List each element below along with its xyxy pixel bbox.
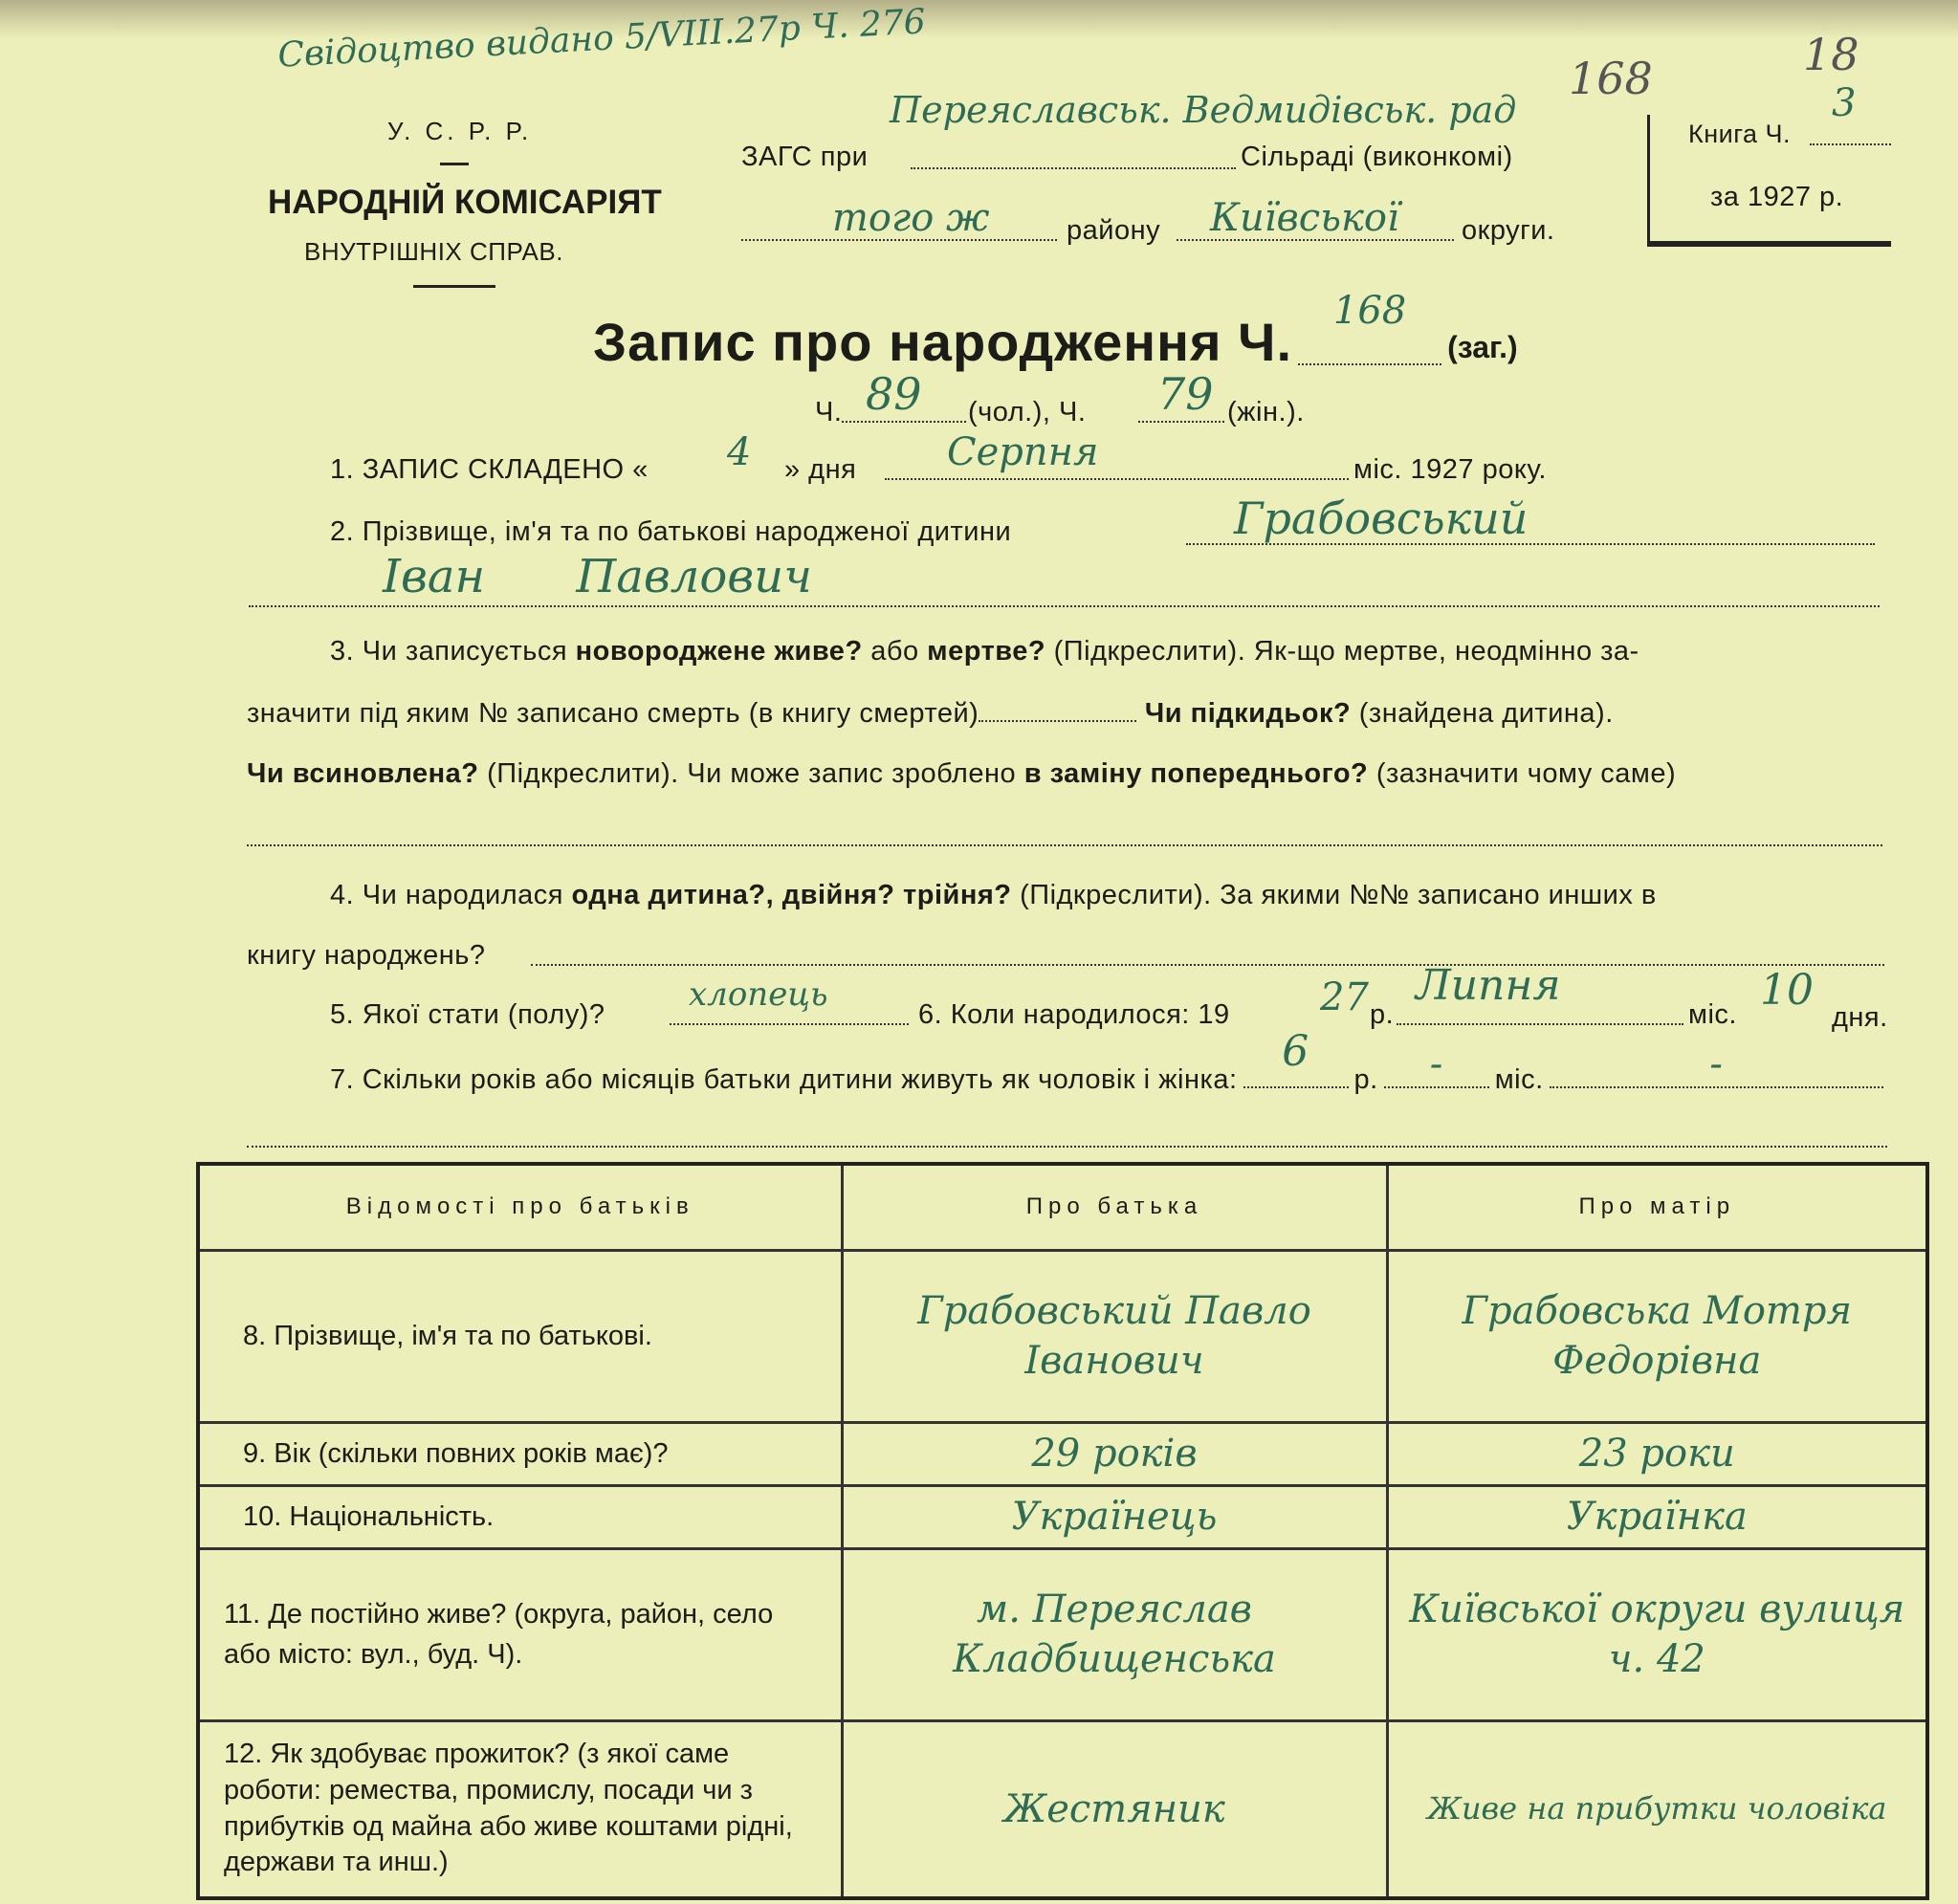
commissariat-title: НАРОДНІЙ КОМІСАРІЯТ: [268, 184, 662, 221]
book-box-border: [1647, 241, 1891, 247]
book-label: Книга Ч.: [1688, 120, 1791, 148]
row-label: 8. Прізвище, ім'я та по батькові.: [198, 1250, 842, 1422]
birth-year: 27: [1320, 975, 1369, 1019]
birth-day: 10: [1760, 966, 1814, 1015]
mother-residence: Київської округи вулиця ч. 42: [1387, 1548, 1927, 1720]
text: новороджене живе?: [575, 636, 863, 667]
child-name: Іван Павлович: [383, 550, 812, 603]
header-info: Відомості про батьків: [198, 1164, 842, 1250]
table-row: [198, 1720, 1927, 1898]
parents-table: [196, 1162, 1929, 1900]
page-title: Запис про народження Ч.: [593, 312, 1293, 372]
years-together: 6: [1282, 1027, 1309, 1076]
archive-number: 168: [1569, 53, 1653, 104]
table-row: [198, 1548, 1927, 1720]
father-occupation: Жестяник: [842, 1720, 1387, 1898]
selrada-label: Сільраді (виконкомі): [1241, 142, 1513, 172]
extra-value: -: [1709, 1042, 1724, 1086]
child-surname: Грабовський: [1234, 492, 1529, 544]
text: 3. Чи записується: [330, 636, 568, 667]
record-number: 168: [1332, 289, 1407, 333]
item7-label: 7. Скільки років або місяців батьки дитини живуть як чоловік і жінка:: [330, 1064, 1238, 1095]
text: значити під яким № записано смерть (в книгу смертей): [247, 698, 979, 729]
okrug-value: Київської: [1210, 196, 1399, 240]
sex-value: хлопець: [689, 975, 828, 1014]
year-label: за 1927 р.: [1710, 182, 1844, 212]
birth-month: Липня: [1416, 961, 1561, 1010]
row-label: 10. Національність.: [198, 1485, 842, 1548]
female-label: (жін.).: [1227, 397, 1305, 427]
title-suffix: (заг.): [1447, 330, 1518, 364]
text: міс.: [1494, 1064, 1544, 1095]
item1-day-label: » дня: [784, 454, 857, 485]
item6-label: 6. Коли народилося: 19: [918, 999, 1230, 1030]
father-age: 29 років: [842, 1422, 1387, 1485]
text: 4. Чи народилася: [330, 880, 563, 910]
mother-name: Грабовська Мотря Федорівна: [1387, 1250, 1927, 1422]
zags-value: Переяславськ. Ведмидівськ. рад: [890, 89, 1517, 131]
item5-label: 5. Якої стати (полу)?: [330, 999, 605, 1030]
mother-occupation: Живе на прибутки чоловіка: [1387, 1720, 1927, 1898]
male-label: (чол.), Ч.: [968, 397, 1087, 427]
row-label: 9. Вік (скільки повних років має)?: [198, 1422, 842, 1485]
book-value: 3: [1832, 81, 1857, 125]
divider: [413, 285, 495, 288]
text: (Підкреслити). Чи може запис зроблено: [487, 758, 1017, 789]
book-box-border: [1647, 115, 1650, 246]
father-residence: м. Переяслав Кладбищенська: [842, 1548, 1387, 1720]
row-label: 11. Де постійно живе? (округа, район, село або місто: вул., буд. Ч).: [198, 1548, 842, 1720]
father-nationality: Українець: [842, 1485, 1387, 1548]
text: в заміну попереднього?: [1023, 758, 1369, 789]
item1-year-label: міс. 1927 року.: [1353, 454, 1547, 485]
record-month: Серпня: [947, 430, 1099, 474]
header-father: Про батька: [842, 1164, 1387, 1250]
male-count: 89: [866, 368, 922, 420]
father-name: Грабовський Павло Іванович: [842, 1250, 1387, 1422]
divider: [440, 163, 469, 165]
row-label: 12. Як здобуває прожиток? (з якої саме роботи: ремества, промислу, посади чи з прибутків од майна або живе коштами рідні, держави та инш.): [198, 1720, 842, 1898]
record-number-field: [1298, 289, 1441, 365]
text: мертве?: [927, 636, 1046, 667]
table-header: [198, 1164, 1927, 1250]
text: (Підкреслити). Як-що мертве, неодмінно за-: [1053, 636, 1639, 667]
text: дня.: [1832, 1002, 1888, 1033]
text: Чи всиновлена?: [247, 758, 479, 789]
text: або: [870, 636, 919, 667]
mother-age: 23 роки: [1387, 1422, 1927, 1485]
text: міс.: [1688, 999, 1737, 1030]
item7-row: [330, 1027, 1889, 1096]
title-row: [593, 287, 1518, 373]
raion-label: району: [1067, 215, 1161, 246]
male-prefix: Ч.: [815, 397, 843, 427]
item2-label: 2. Прізвище, ім'я та по батькові народженої дитини: [330, 516, 1012, 547]
state-name: У. С. Р. Р.: [387, 117, 533, 145]
mother-nationality: Українка: [1387, 1485, 1927, 1548]
table-row: [198, 1422, 1927, 1485]
paper-edge: [0, 0, 1958, 38]
text: (Підкреслити). За якими №№ записано инших в: [1020, 880, 1657, 910]
text: р.: [1370, 999, 1395, 1030]
months-together: -: [1429, 1042, 1443, 1086]
text: р.: [1353, 1064, 1378, 1095]
commissariat-subtitle: ВНУТРІШНІХ СПРАВ.: [304, 237, 563, 266]
okrug-label: округи.: [1462, 215, 1555, 246]
table-row: [198, 1485, 1927, 1548]
header-mother: Про матір: [1387, 1164, 1927, 1250]
zags-label: ЗАГС при: [741, 142, 869, 172]
handwritten-note: Свідоцтво видано 5/VIII.27р Ч. 276: [276, 2, 927, 76]
page-number: 18: [1803, 29, 1859, 80]
text: одна дитина?, двійня? трійня?: [571, 880, 1012, 910]
item1-label: 1. ЗАПИС СКЛАДЕНО «: [330, 454, 649, 485]
text: (знайдена дитина).: [1358, 698, 1614, 729]
record-day: 4: [727, 430, 752, 474]
text: Чи підкидьок?: [1144, 698, 1352, 729]
female-count: 79: [1157, 368, 1214, 420]
item4-books: книгу народжень?: [247, 940, 486, 971]
text: (зазначити чому саме): [1375, 758, 1677, 789]
table-row: [198, 1250, 1927, 1422]
raion-value: того ж: [832, 196, 990, 240]
